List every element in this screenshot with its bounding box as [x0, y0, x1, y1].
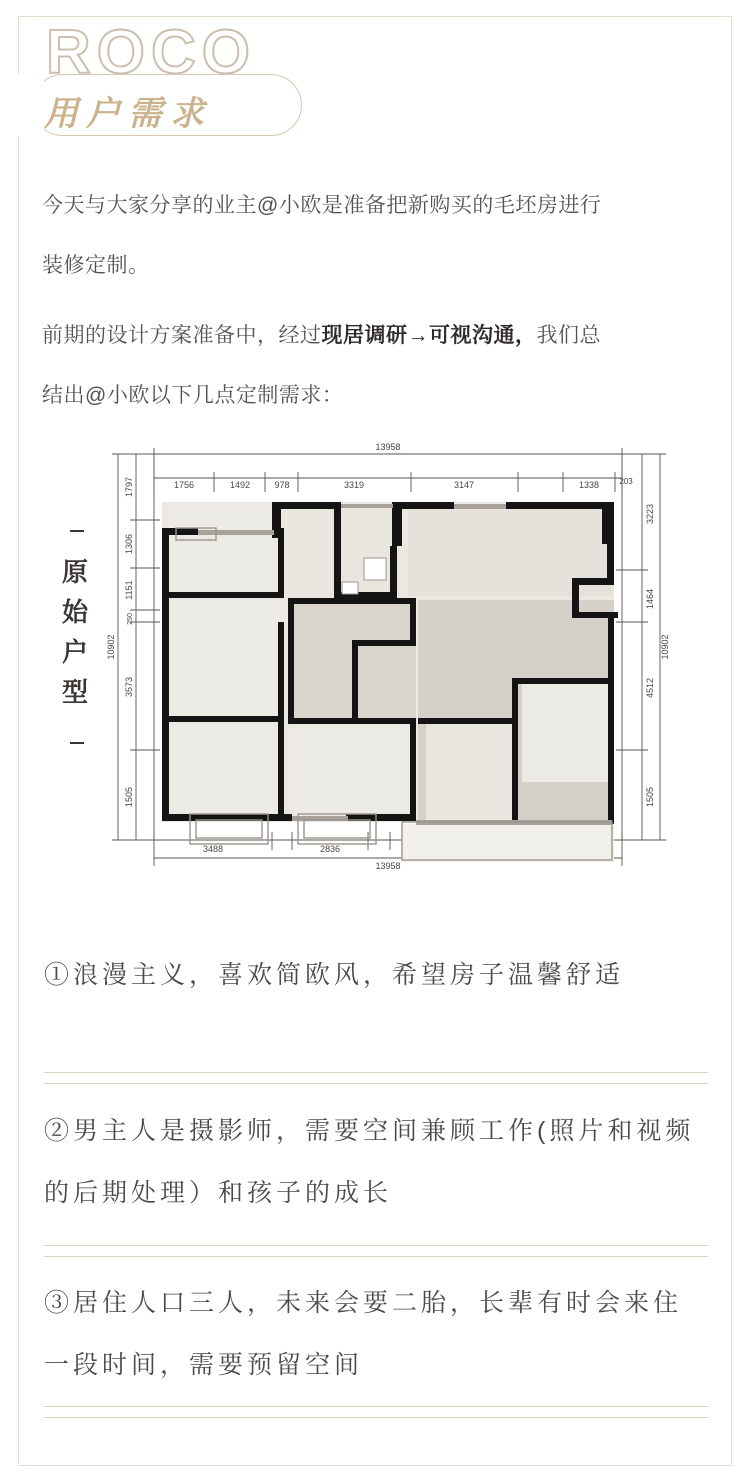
- process-line-2: 结出@小欧以下几点定制需求：: [42, 384, 344, 407]
- svg-text:2836: 2836: [319, 844, 341, 854]
- floorplan-drawing: [102, 432, 702, 902]
- svg-text:1492: 1492: [229, 480, 251, 490]
- need-item-3: ③居住人口三人，未来会要二胎，长辈有时会来住一段时间，需要预留空间: [44, 1289, 683, 1379]
- frame-border-top: [18, 16, 732, 17]
- svg-text:4512: 4512: [645, 677, 655, 699]
- svg-text:3223: 3223: [645, 503, 655, 525]
- svg-text:3573: 3573: [124, 676, 134, 698]
- need-item-2: ②男主人是摄影师，需要空间兼顾工作(照片和视频的后期处理）和孩子的成长: [44, 1117, 695, 1207]
- svg-text:3147: 3147: [453, 480, 475, 490]
- floorplan-block: [42, 432, 708, 922]
- svg-text:10902: 10902: [106, 634, 116, 660]
- need-divider-2b: [44, 1256, 708, 1257]
- process-line-1b: 我们总: [536, 324, 601, 347]
- page-title: 用户需求: [44, 95, 212, 133]
- frame-border-right: [731, 16, 732, 1466]
- side-label-dash-top: [70, 530, 84, 532]
- brand-logo: ROCO: [46, 18, 256, 87]
- section-title-pill-mask: [0, 74, 44, 136]
- frame-border-left: [18, 16, 19, 1466]
- side-label-dash-bottom: [70, 742, 84, 744]
- intro-line-2: 装修定制。: [42, 254, 150, 277]
- need-divider-1a: [44, 1072, 708, 1073]
- svg-text:1151: 1151: [124, 580, 134, 600]
- need-divider-2a: [44, 1245, 708, 1246]
- svg-text:1464: 1464: [645, 588, 655, 610]
- intro-line-1: 今天与大家分享的业主@小欧是准备把新购买的毛坯房进行: [42, 194, 602, 217]
- process-paragraph: [42, 306, 708, 426]
- svg-text:203: 203: [619, 477, 633, 486]
- svg-text:1306: 1306: [124, 533, 134, 555]
- svg-text:1505: 1505: [124, 786, 134, 808]
- svg-text:1505: 1505: [645, 786, 655, 808]
- svg-text:1338: 1338: [578, 480, 600, 490]
- svg-text:10902: 10902: [660, 634, 670, 660]
- svg-text:978: 978: [274, 480, 290, 490]
- svg-text:250: 250: [127, 613, 134, 625]
- svg-text:1797: 1797: [124, 476, 134, 498]
- process-line-1a: 前期的设计方案准备中，经过: [42, 324, 322, 347]
- svg-text:13958: 13958: [375, 442, 401, 452]
- svg-text:3319: 3319: [343, 480, 365, 490]
- frame-border-bottom: [18, 1465, 732, 1466]
- svg-text:1756: 1756: [173, 480, 195, 490]
- need-divider-3a: [44, 1406, 708, 1407]
- svg-text:3488: 3488: [202, 844, 224, 854]
- process-emphasis: 现居调研→可视沟通，: [321, 324, 537, 347]
- need-divider-1b: [44, 1083, 708, 1084]
- svg-text:13958: 13958: [375, 861, 401, 871]
- need-divider-3b: [44, 1417, 708, 1418]
- floorplan-side-label: 原始户型: [61, 557, 90, 707]
- intro-paragraph: [42, 176, 708, 296]
- need-item-1: ①浪漫主义，喜欢简欧风，希望房子温馨舒适: [44, 961, 625, 989]
